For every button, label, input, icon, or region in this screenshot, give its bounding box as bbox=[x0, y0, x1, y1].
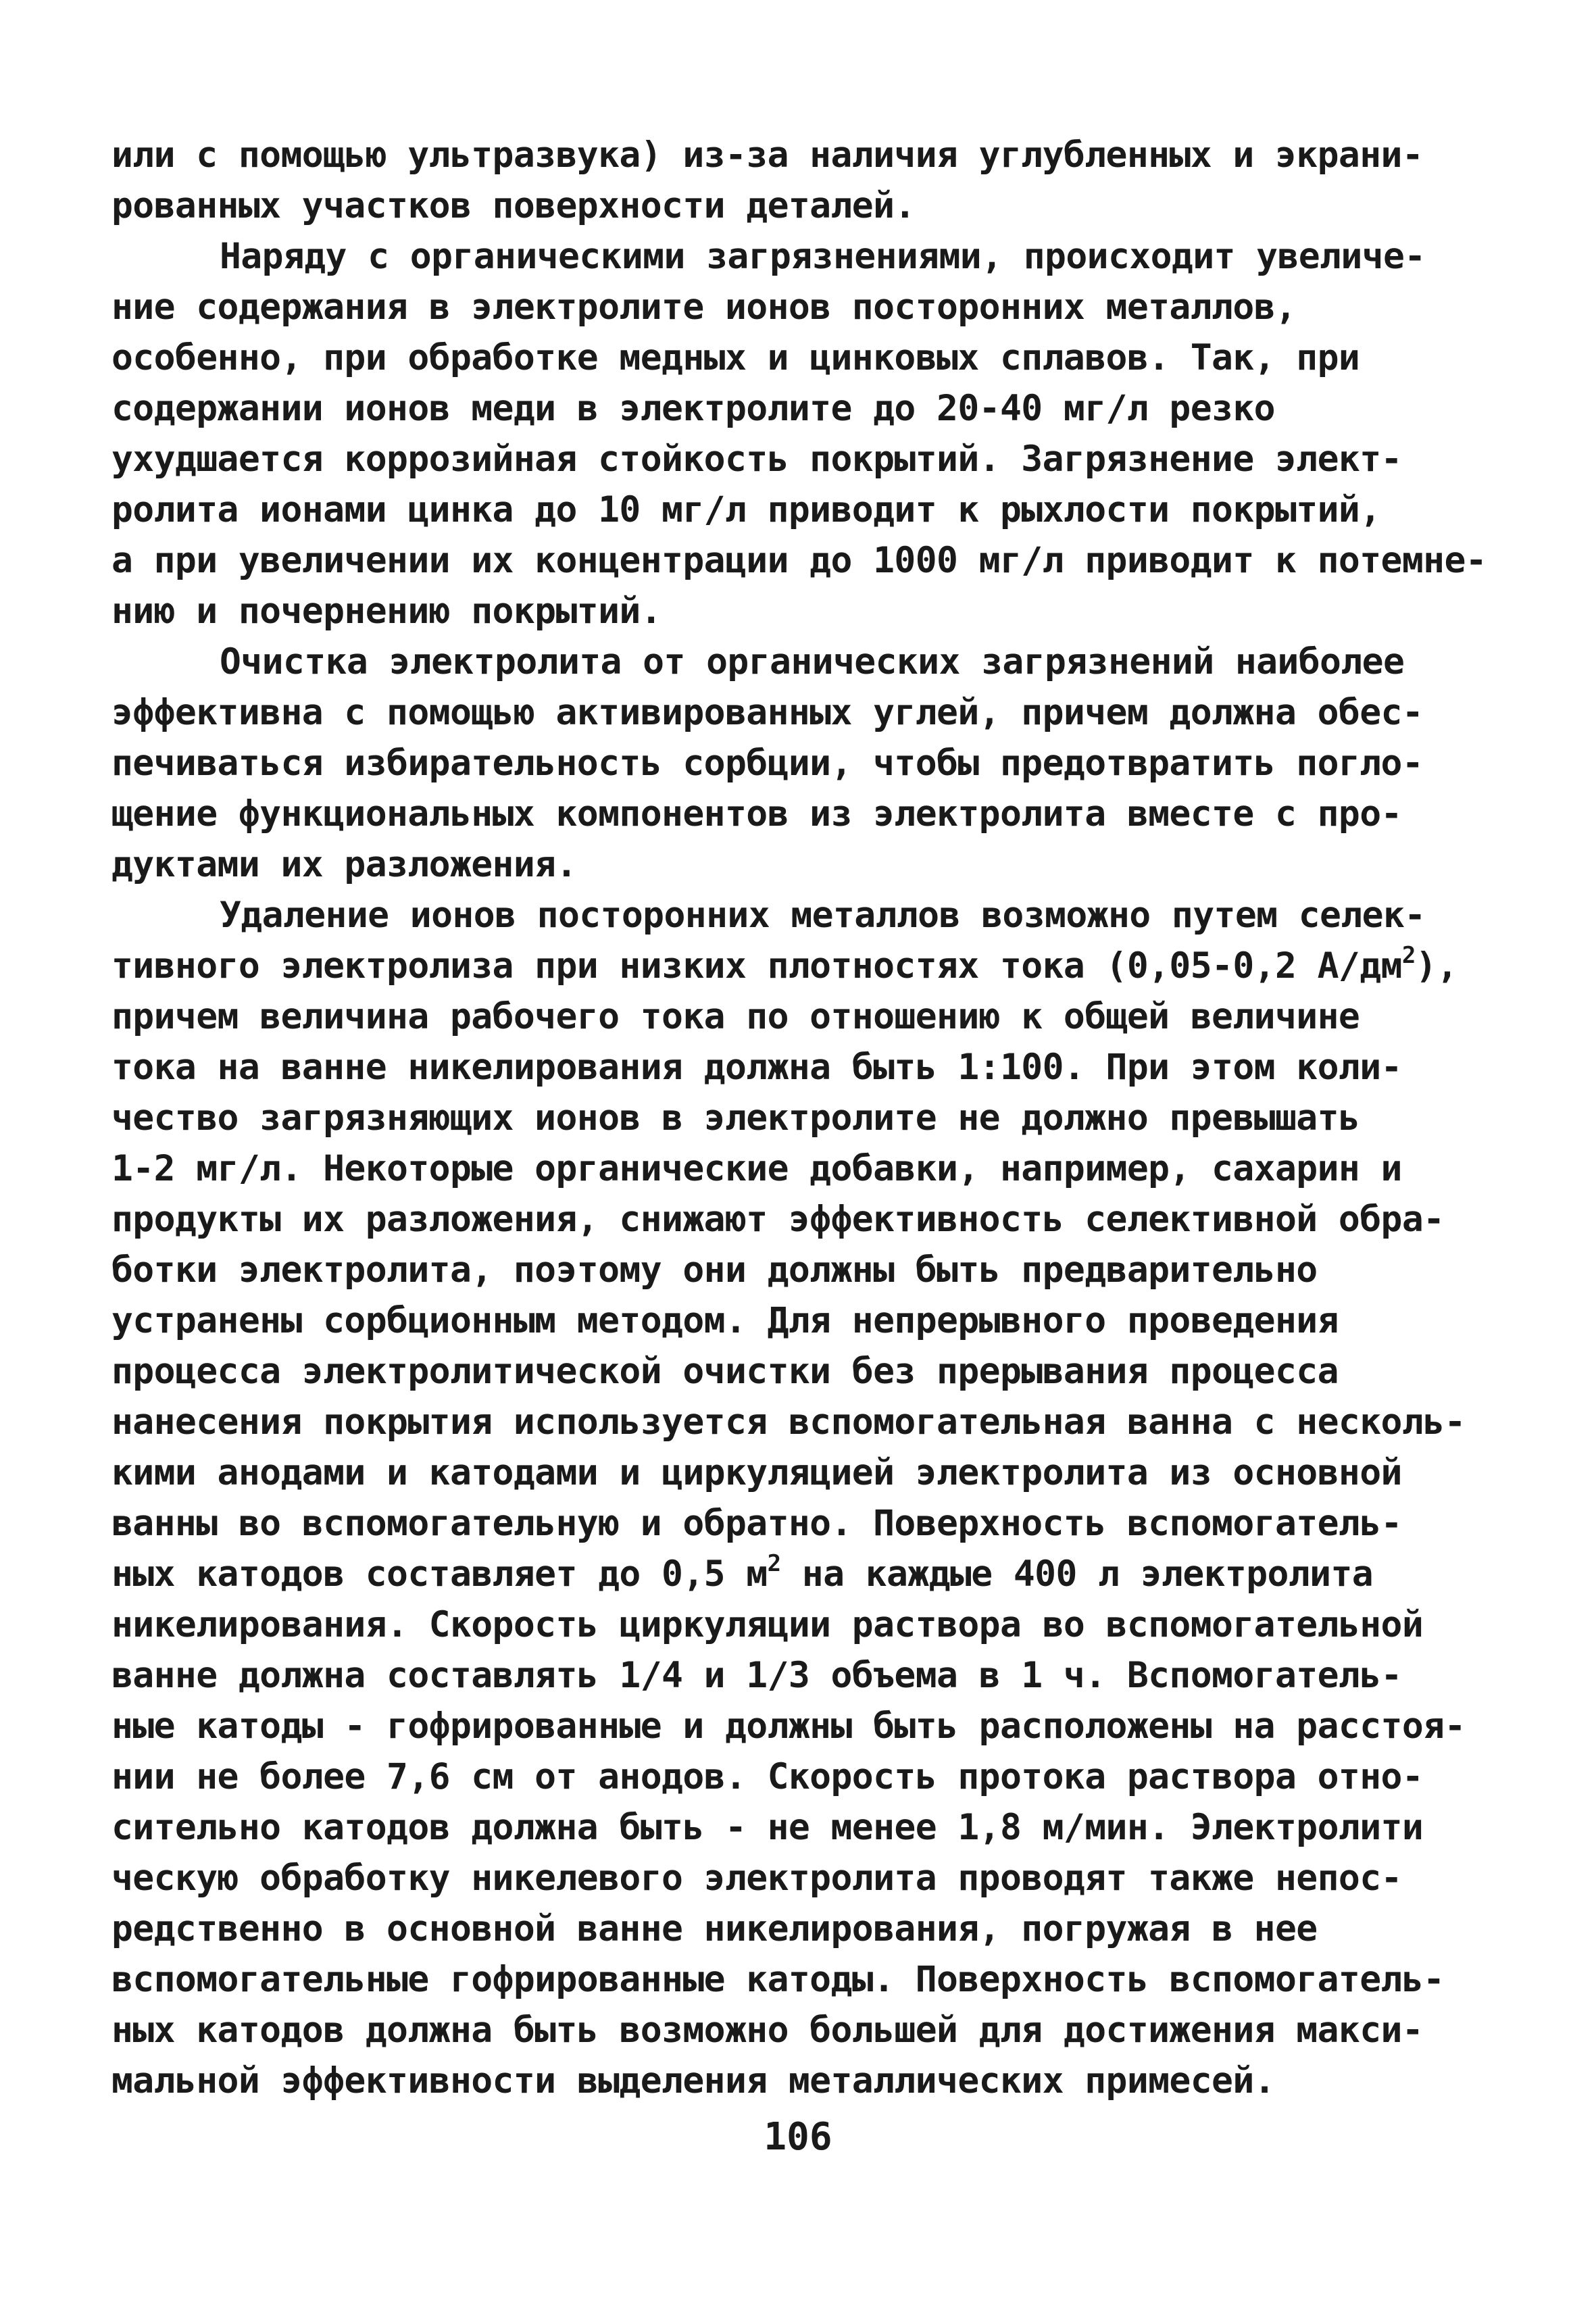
text-line: редственно в основной ванне никелирования, погружая в нее bbox=[111, 1908, 1318, 1949]
text-line: печиваться избирательность сорбции, чтобы предотвратить погло- bbox=[111, 743, 1424, 784]
text-line: ванны во вспомогательную и обратно. Поверхность вспомогатель- bbox=[111, 1503, 1402, 1544]
text-line: нию и почернению покрытий. bbox=[111, 591, 662, 632]
page-number: 106 bbox=[764, 2115, 832, 2159]
text-line: ванне должна составлять 1/4 и 1/3 объема в 1 ч. Вспомогатель- bbox=[111, 1655, 1402, 1696]
text-line: процесса электролитической очистки без прерывания процесса bbox=[111, 1351, 1339, 1392]
text-line: кими анодами и катодами и циркуляцией электролита из основной bbox=[111, 1452, 1402, 1493]
text-line: щение функциональных компонентов из электролита вместе с про- bbox=[111, 793, 1402, 835]
text-line: а при увеличении их концентрации до 1000 мг/л приводит к потемне- bbox=[111, 540, 1487, 581]
text-segment: на каждые 400 л электролита bbox=[780, 1553, 1374, 1595]
text-line: причем величина рабочего тока по отношению к общей величине bbox=[111, 996, 1360, 1037]
text-line: нанесения покрытия используется вспомогательная ванна с несколь- bbox=[111, 1401, 1466, 1443]
text-line: ухудшается коррозийная стойкость покрытий. Загрязнение элект- bbox=[111, 439, 1402, 480]
text-line-with-superscript bbox=[111, 941, 1470, 991]
superscript: 2 bbox=[767, 1550, 781, 1577]
text-line: Наряду с органическими загрязнениями, происходит увеличе- bbox=[220, 236, 1426, 277]
text-line: рованных участков поверхности деталей. bbox=[111, 185, 916, 226]
text-segment: ), bbox=[1415, 945, 1458, 987]
text-line-with-superscript bbox=[111, 1549, 1470, 1599]
text-segment: тивного электролиза при низких плотностях тока (0,05-0,2 А/дм bbox=[111, 945, 1402, 987]
text-line: особенно, при обработке медных и цинковых сплавов. Так, при bbox=[111, 337, 1360, 378]
text-line: ческую обработку никелевого электролита проводят также непос- bbox=[111, 1858, 1402, 1899]
text-line: Удаление ионов посторонних металлов возможно путем селек- bbox=[220, 895, 1426, 936]
text-line: никелирования. Скорость циркуляции раствора во вспомогательной bbox=[111, 1604, 1424, 1645]
text-line: мальной эффективности выделения металлических примесей. bbox=[111, 2060, 1275, 2101]
text-line: эффективна с помощью активированных углей, причем должна обес- bbox=[111, 692, 1424, 733]
text-line: ных катодов должна быть возможно большей для достижения макси- bbox=[111, 2010, 1424, 2051]
text-segment: ных катодов составляет до 0,5 м bbox=[111, 1553, 768, 1595]
text-line: ролита ионами цинка до 10 мг/л приводит к рыхлости покрытий, bbox=[111, 489, 1381, 530]
text-line: ние содержания в электролите ионов посторонних металлов, bbox=[111, 287, 1297, 328]
body-text bbox=[111, 130, 1487, 2106]
superscript: 2 bbox=[1401, 942, 1416, 969]
text-line: чество загрязняющих ионов в электролите не должно превышать bbox=[111, 1097, 1360, 1139]
text-line: тока на ванне никелирования должна быть 1:100. При этом коли- bbox=[111, 1047, 1402, 1088]
text-line: ные катоды - гофрированные и должны быть расположены на расстоя- bbox=[111, 1706, 1466, 1747]
text-line: вспомогательные гофрированные катоды. Поверхность вспомогатель- bbox=[111, 1959, 1445, 2000]
text-line: ботки электролита, поэтому они должны быть предварительно bbox=[111, 1249, 1318, 1291]
text-line: дуктами их разложения. bbox=[111, 844, 577, 885]
text-line: 1-2 мг/л. Некоторые органические добавки, например, сахарин и bbox=[111, 1148, 1402, 1189]
text-line: устранены сорбционным методом. Для непрерывного проведения bbox=[111, 1300, 1339, 1341]
text-line: или с помощью ультразвука) из-за наличия углубленных и экрани- bbox=[111, 134, 1424, 176]
text-line: Очистка электролита от органических загрязнений наиболее bbox=[220, 641, 1405, 682]
text-line: продукты их разложения, снижают эффективность селективной обра- bbox=[111, 1199, 1445, 1240]
text-line: содержании ионов меди в электролите до 20-40 мг/л резко bbox=[111, 388, 1275, 429]
text-line: нии не более 7,6 см от анодов. Скорость протока раствора отно- bbox=[111, 1756, 1424, 1797]
text-line: сительно катодов должна быть - не менее 1,8 м/мин. Электролити bbox=[111, 1807, 1424, 1848]
